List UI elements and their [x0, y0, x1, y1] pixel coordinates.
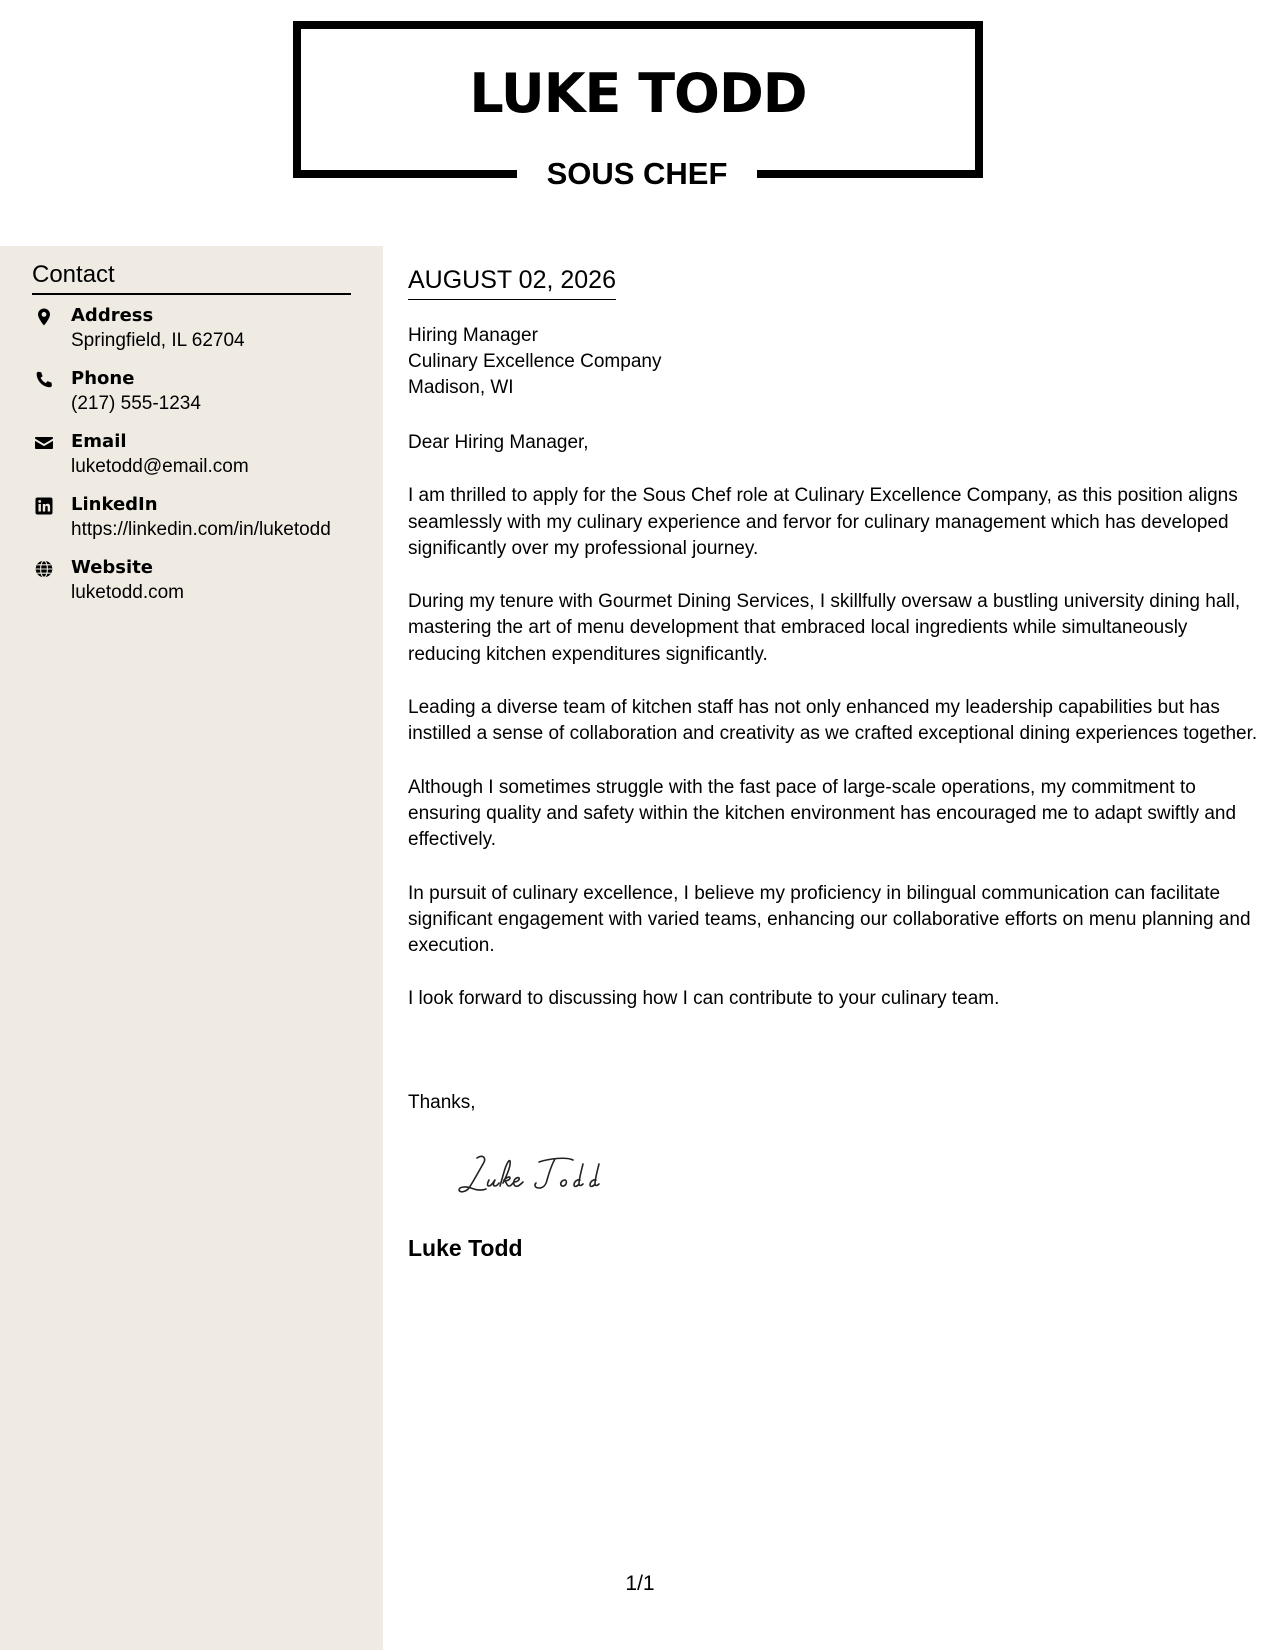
letter-body: [408, 430, 1258, 1040]
envelope-icon: [34, 433, 54, 453]
contact-item-phone: [32, 366, 362, 416]
contact-value[interactable]: https://linkedin.com/in/luketodd: [71, 519, 331, 540]
contact-heading: Contact: [32, 260, 351, 295]
contact-value: Springfield, IL 62704: [71, 330, 245, 351]
contact-value: (217) 555-1234: [71, 393, 201, 414]
page-number: 1/1: [625, 1572, 655, 1595]
contact-label: Phone: [71, 368, 135, 389]
recipient-line: Culinary Excellence Company: [408, 351, 662, 372]
contact-item-address: [32, 303, 362, 353]
body-paragraph: I am thrilled to apply for the Sous Chef role at Culinary Excellence Company, as this position aligns seamlessly with my culinary experience and fervor for culinary management which has developed significantly over my professional journey.: [408, 485, 1238, 559]
phone-icon: [34, 370, 54, 390]
body-paragraph: Leading a diverse team of kitchen staff has not only enhanced my leadership capabilities but has instilled a sense of collaboration and creativity as we crafted exceptional dining experiences together.: [408, 697, 1258, 745]
salutation: Dear Hiring Manager,: [408, 432, 589, 453]
body-paragraph: Although I sometimes struggle with the fast pace of large-scale operations, my commitment to ensuring quality and safety within the kitchen environment has encouraged me to adapt swiftly and effectively.: [408, 776, 1237, 851]
contact-value: luketodd@email.com: [71, 456, 249, 477]
contact-label: LinkedIn: [71, 494, 158, 515]
closing: Thanks,: [408, 1092, 476, 1113]
body-paragraph: In pursuit of culinary excellence, I believe my proficiency in bilingual communication can facilitate significant engagement with varied teams, enhancing our collaborative efforts on menu planning and execution.: [408, 882, 1251, 957]
applicant-name: LUKE TODD: [469, 62, 807, 125]
handwritten-signature: [455, 1150, 625, 1200]
contact-item-website: [32, 555, 362, 605]
contact-item-email: [32, 429, 362, 479]
recipient-line: Madison, WI: [408, 377, 514, 398]
contact-item-linkedin: [32, 492, 362, 542]
contact-label: Email: [71, 431, 127, 452]
contact-value[interactable]: luketodd.com: [71, 582, 185, 603]
recipient-line: Hiring Manager: [408, 325, 538, 346]
job-title: SOUS CHEF: [546, 156, 728, 191]
linkedin-icon: [34, 496, 54, 516]
map-pin-icon: [34, 307, 54, 327]
contact-label: Address: [71, 305, 154, 326]
contact-label: Website: [71, 557, 154, 578]
letter-date: AUGUST 02, 2026: [408, 264, 616, 300]
signer-name: Luke Todd: [408, 1235, 523, 1261]
body-paragraph: I look forward to discussing how I can contribute to your culinary team.: [408, 988, 1000, 1010]
body-paragraph: During my tenure with Gourmet Dining Services, I skillfully oversaw a bustling university dining hall, mastering the art of menu development that embraced local ingredients while simultaneously reducing kitchen expenditures significantly.: [408, 591, 1241, 665]
globe-icon: [34, 559, 54, 579]
recipient-block: [408, 323, 661, 401]
